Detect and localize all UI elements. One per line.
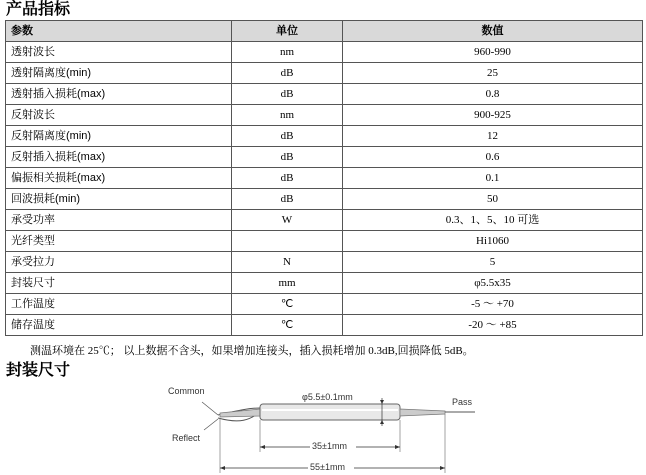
table-row [6,273,643,294]
pass-label: Pass [452,397,473,407]
diameter-label: φ5.5±0.1mm [302,392,353,402]
unit-cell [232,231,343,252]
value-cell: 960-990 [343,42,643,63]
header-unit: 单位 [232,21,343,42]
table-row [6,105,643,126]
section-title-package: 封装尺寸 [6,362,71,379]
unit-cell: ℃ [232,315,343,336]
param-cell: 承受功率 [6,210,232,231]
table-row [6,63,643,84]
diameter-arrow-top [380,400,384,404]
table-row [6,42,643,63]
unit-cell: dB [232,63,343,84]
body-dim-arrow-left [260,445,265,449]
unit-cell: N [232,252,343,273]
spec-table [5,20,643,336]
unit-cell: dB [232,168,343,189]
body-length-label: 35±1mm [312,441,347,451]
value-cell: -5 ～ +70 [343,294,643,315]
value-cell: -20 ～ +85 [343,315,643,336]
table-row [6,294,643,315]
common-label: Common [168,386,205,396]
param-cell: 储存温度 [6,315,232,336]
total-length-label: 55±1mm [310,462,345,472]
param-cell: 反射插入损耗(max) [6,147,232,168]
common-leader [202,402,218,415]
table-row [6,147,643,168]
param-cell: 反射波长 [6,105,232,126]
body-dim-arrow-right [395,445,400,449]
unit-cell: dB [232,147,343,168]
param-cell: 光纤类型 [6,231,232,252]
collimator-tube [260,404,400,420]
reflect-label: Reflect [172,433,201,443]
section-title-specs: 产品指标 [6,1,71,18]
diameter-arrow-bottom [380,420,384,424]
right-boot [400,409,445,416]
param-cell: 封装尺寸 [6,273,232,294]
param-cell: 透射插入损耗(max) [6,84,232,105]
table-row [6,168,643,189]
unit-cell: mm [232,273,343,294]
table-row [6,231,643,252]
value-cell: 50 [343,189,643,210]
value-cell: 25 [343,63,643,84]
value-cell: 12 [343,126,643,147]
value-cell: 0.6 [343,147,643,168]
param-cell: 回波损耗(min) [6,189,232,210]
value-cell: Hi1060 [343,231,643,252]
header-param: 参数 [6,21,232,42]
table-row [6,252,643,273]
unit-cell: dB [232,84,343,105]
package-drawing [160,380,490,475]
table-row [6,84,643,105]
value-cell: 0.8 [343,84,643,105]
header-value: 数值 [343,21,643,42]
value-cell: 900-925 [343,105,643,126]
param-cell: 工作温度 [6,294,232,315]
unit-cell: dB [232,189,343,210]
param-cell: 反射隔离度(min) [6,126,232,147]
value-cell: φ5.5x35 [343,273,643,294]
unit-cell: nm [232,105,343,126]
table-header-row [6,21,643,42]
test-condition-note: 测温环境在 25℃； 以上数据不含头，如果增加连接头，插入损耗增加 0.3dB,回损降低 5dB。 [30,345,474,357]
unit-cell: W [232,210,343,231]
table-row [6,189,643,210]
value-cell: 0.3、1、5、10 可选 [343,210,643,231]
unit-cell: ℃ [232,294,343,315]
value-cell: 0.1 [343,168,643,189]
table-row [6,315,643,336]
reflect-leader [204,419,218,430]
total-dim-arrow-right [440,466,445,470]
table-row [6,126,643,147]
total-dim-arrow-left [220,466,225,470]
param-cell: 透射隔离度(min) [6,63,232,84]
unit-cell: dB [232,126,343,147]
table-row [6,210,643,231]
param-cell: 透射波长 [6,42,232,63]
param-cell: 偏振相关损耗(max) [6,168,232,189]
unit-cell: nm [232,42,343,63]
value-cell: 5 [343,252,643,273]
param-cell: 承受拉力 [6,252,232,273]
